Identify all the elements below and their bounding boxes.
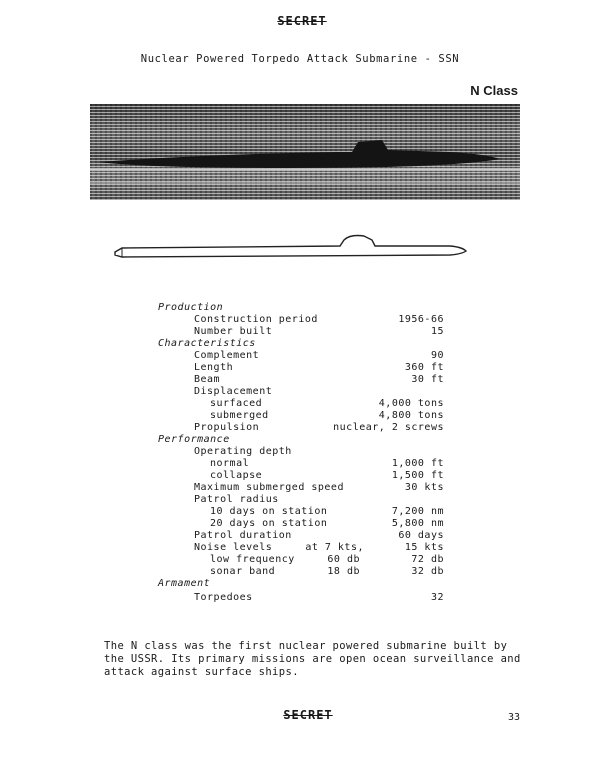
displacement-label: Displacement xyxy=(194,386,273,397)
normal-depth-value: 1,000 ft xyxy=(391,458,444,469)
characteristics-heading: Characteristics xyxy=(158,338,256,349)
low-frequency-label: low frequency xyxy=(210,554,295,565)
armament-heading: Armament xyxy=(158,578,211,589)
surfaced-value: 4,000 tons xyxy=(378,398,444,409)
sonar-band-value-2: 32 db xyxy=(411,566,444,577)
patrol-radius-label: Patrol radius xyxy=(194,494,279,505)
max-speed-value: 30 kts xyxy=(404,482,444,493)
noise-levels-label: Noise levels xyxy=(194,542,273,553)
submerged-label: submerged xyxy=(210,410,269,421)
patrol-duration-value: 60 days xyxy=(398,530,444,541)
radius-20-days-value: 5,800 nm xyxy=(391,518,444,529)
beam-label: Beam xyxy=(194,374,221,385)
classification-marking-top: SECRET xyxy=(277,14,327,28)
summary-paragraph: The N class was the first nuclear powered submarine built by the USSR. Its primary missions are open ocean surveillance and attack against surface ships. xyxy=(104,640,521,678)
number-built-value: 15 xyxy=(430,326,444,337)
number-built-label: Number built xyxy=(194,326,273,337)
low-frequency-value-2: 72 db xyxy=(411,554,444,565)
submarine-photo xyxy=(90,104,520,200)
submerged-value: 4,800 tons xyxy=(378,410,444,421)
torpedoes-value: 32 xyxy=(430,592,444,603)
max-speed-label: Maximum submerged speed xyxy=(194,482,344,493)
radius-10-days-value: 7,200 nm xyxy=(391,506,444,517)
sonar-band-label: sonar band xyxy=(210,566,276,577)
radius-20-days-label: 20 days on station xyxy=(210,518,328,529)
construction-period-label: Construction period xyxy=(194,314,318,325)
radius-10-days-label: 10 days on station xyxy=(210,506,328,517)
submarine-photo-graphic xyxy=(90,104,520,200)
torpedoes-label: Torpedoes xyxy=(194,592,253,603)
performance-heading: Performance xyxy=(158,434,230,445)
complement-label: Complement xyxy=(194,350,260,361)
production-heading: Production xyxy=(158,302,224,313)
collapse-depth-value: 1,500 ft xyxy=(391,470,444,481)
page-number: 33 xyxy=(508,712,521,723)
length-label: Length xyxy=(194,362,234,373)
low-frequency-value-1: 60 db xyxy=(327,554,360,565)
collapse-depth-label: collapse xyxy=(210,470,263,481)
noise-column-2: 15 kts xyxy=(404,542,444,553)
propulsion-label: Propulsion xyxy=(194,422,260,433)
complement-value: 90 xyxy=(430,350,444,361)
patrol-duration-label: Patrol duration xyxy=(194,530,292,541)
classification-marking-bottom: SECRET xyxy=(283,708,333,722)
operating-depth-label: Operating depth xyxy=(194,446,292,457)
length-value: 360 ft xyxy=(404,362,444,373)
propulsion-value: nuclear, 2 screws xyxy=(333,422,444,433)
construction-period-value: 1956-66 xyxy=(398,314,444,325)
document-title: Nuclear Powered Torpedo Attack Submarine - SSN xyxy=(140,53,460,65)
submarine-profile-drawing xyxy=(110,228,470,268)
surfaced-label: surfaced xyxy=(210,398,263,409)
noise-column-1: at 7 kts, xyxy=(305,542,364,553)
submarine-class-name: N Class xyxy=(470,83,518,98)
normal-depth-label: normal xyxy=(210,458,250,469)
sonar-band-value-1: 18 db xyxy=(327,566,360,577)
beam-value: 30 ft xyxy=(411,374,444,385)
